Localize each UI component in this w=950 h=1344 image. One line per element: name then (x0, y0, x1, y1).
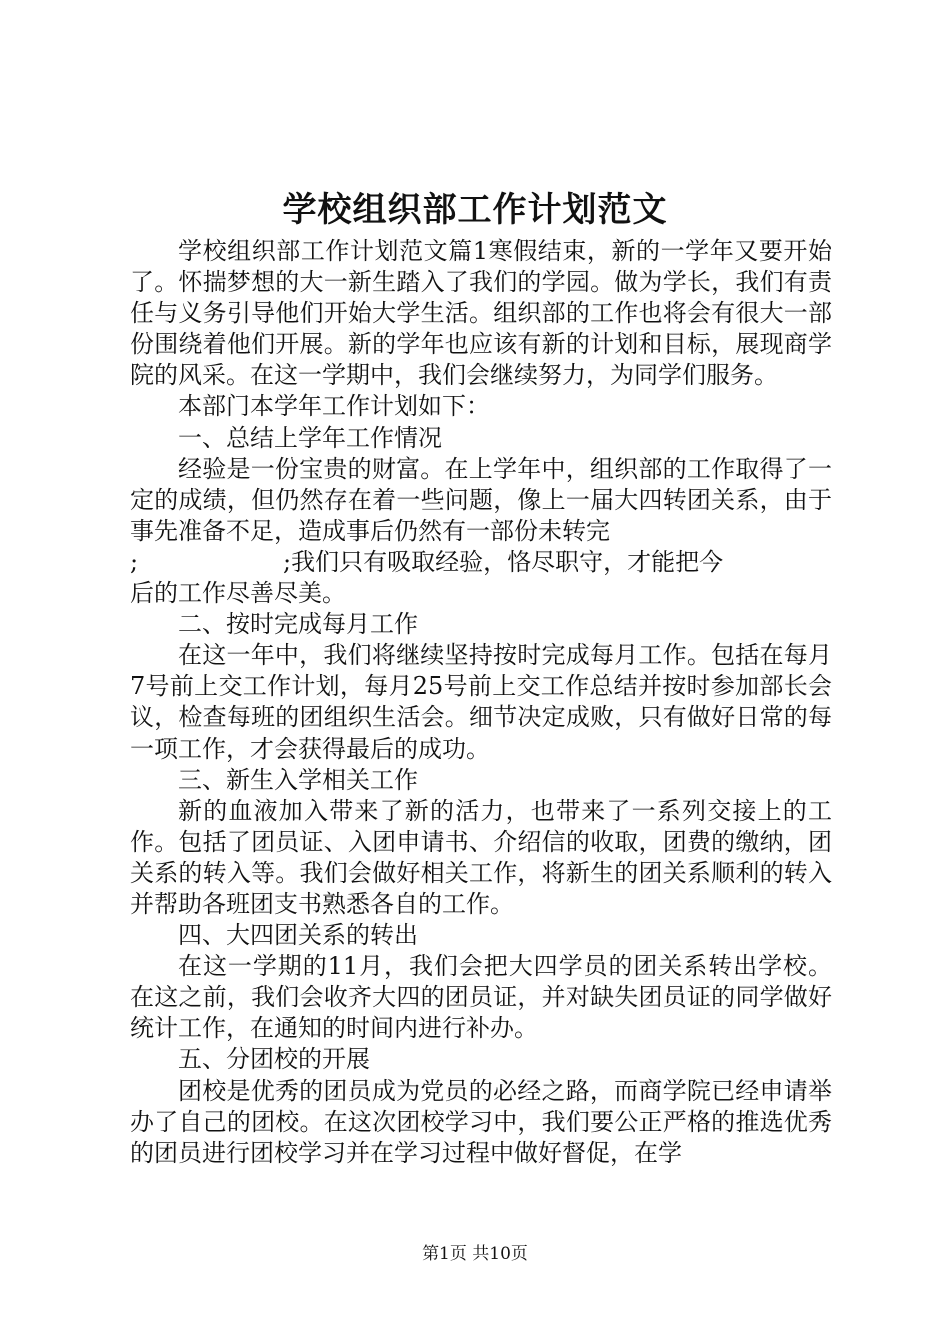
section-heading-1: 一、总结上学年工作情况 (178, 423, 442, 452)
section-heading-2: 二、按时完成每月工作 (178, 610, 418, 639)
document-title: 学校组织部工作计划范文 (282, 190, 668, 230)
page-number-footer: 第1页 共10页 (422, 1244, 528, 1264)
section-heading-5: 五、分团校的开展 (178, 1045, 370, 1074)
section-heading-4: 四、大四团关系的转出 (178, 921, 418, 950)
paragraph-section-2: 在这一年中，我们将继续坚持按时完成每月工作。包括在每月7号前上交工作计划，每月25号前上交工作总结并按时参加部长会议，检查每班的团组织生活会。细节决定成败，只有做好日常的每一项工作，才会获得最后的成功。 (130, 641, 832, 763)
paragraph-section-1-gap-line: ; ;我们只有吸取经验，恪尽职守，才能把今 (130, 547, 724, 576)
paragraph-section-1: 经验是一份宝贵的财富。在上学年中，组织部的工作取得了一定的成绩，但仍然存在着一些问题，像上一届大四转团关系，由于事先准备不足，造成事后仍然有一部份未转完 (130, 454, 832, 545)
document-body (130, 236, 832, 1169)
paragraph-intro: 学校组织部工作计划范文篇1寒假结束，新的一学年又要开始了。怀揣梦想的大一新生踏入了我们的学园。做为学长，我们有责任与义务引导他们开始大学生活。组织部的工作也将会有很大一部份围绕着他们开展。新的学年也应该有新的计划和目标，展现商学院的风采。在这一学期中，我们会继续努力，为同学们服务。 (130, 237, 832, 390)
section-heading-3: 三、新生入学相关工作 (178, 765, 418, 794)
paragraph-section-4: 在这一学期的11月，我们会把大四学员的团关系转出学校。在这之前，我们会收齐大四的团员证，并对缺失团员证的同学做好统计工作，在通知的时间内进行补办。 (130, 952, 832, 1043)
paragraph-section-3: 新的血液加入带来了新的活力，也带来了一系列交接上的工作。包括了团员证、入团申请书、介绍信的收取，团费的缴纳，团关系的转入等。我们会做好相关工作，将新生的团关系顺利的转入并帮助各班团支书熟悉各自的工作。 (130, 796, 832, 918)
paragraph-section-1-tail: 后的工作尽善尽美。 (130, 579, 346, 608)
paragraph-section-5: 团校是优秀的团员成为党员的必经之路，而商学院已经申请举办了自己的团校。在这次团校学习中，我们要公正严格的推选优秀的团员进行团校学习并在学习过程中做好督促，在学 (130, 1076, 832, 1167)
paragraph-plan-heading: 本部门本学年工作计划如下： (178, 392, 490, 421)
